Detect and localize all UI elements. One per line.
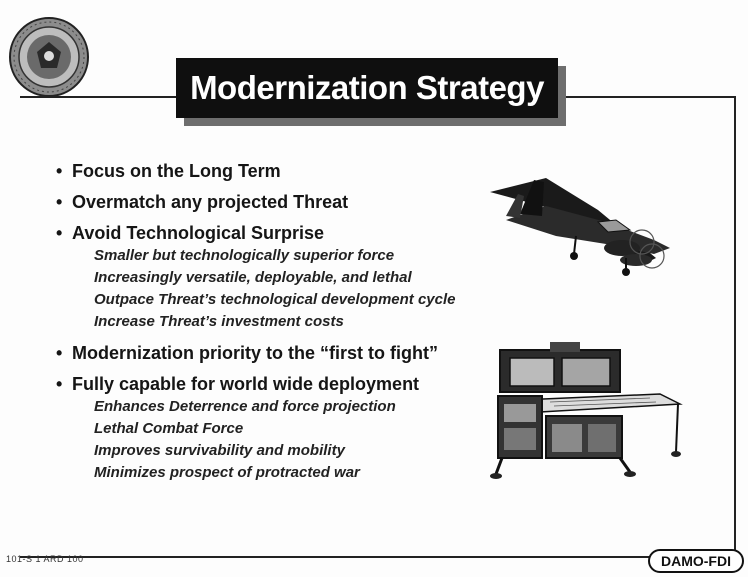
sub-bullet-item: Minimizes prospect of protracted war bbox=[94, 464, 360, 481]
sub-bullet-item: Enhances Deterrence and force projection bbox=[94, 398, 396, 415]
bullet-item bbox=[56, 373, 496, 484]
bullet-item bbox=[56, 191, 496, 213]
sub-bullet-item: Improves survivability and mobility bbox=[94, 442, 345, 459]
sub-bullet-item: Increasingly versatile, deployable, and lethal bbox=[94, 269, 412, 286]
sub-bullet-item: Outpace Threat’s technological development cycle bbox=[94, 291, 456, 308]
sub-bullet-item: Smaller but technologically superior force bbox=[94, 247, 395, 264]
bullet-dot: • bbox=[56, 192, 63, 212]
bullet-text: Focus on the Long Term bbox=[72, 161, 281, 181]
bullet-dot: • bbox=[56, 343, 63, 363]
bullet-dot: • bbox=[56, 161, 63, 181]
frame-bottom-line bbox=[20, 556, 736, 558]
footer-code: 101-S 1 ARD 100 bbox=[6, 554, 84, 564]
bullet-dot: • bbox=[56, 223, 63, 243]
bullet-list bbox=[56, 160, 496, 493]
equipment-rack-icon bbox=[480, 340, 696, 480]
aircraft-icon bbox=[486, 170, 682, 278]
frame-right-line bbox=[734, 96, 736, 558]
bullet-item bbox=[56, 342, 496, 364]
sub-bullet-item: Lethal Combat Force bbox=[94, 420, 244, 437]
bullet-dot: • bbox=[56, 374, 63, 394]
sub-bullet-item: Increase Threat’s investment costs bbox=[94, 313, 344, 330]
bullet-text: Avoid Technological Surprise bbox=[72, 223, 325, 243]
bullet-text: Overmatch any projected Threat bbox=[72, 192, 349, 212]
bullet-item bbox=[56, 222, 496, 333]
office-badge: DAMO-FDI bbox=[648, 549, 744, 573]
bullet-text: Modernization priority to the “first to fight” bbox=[72, 343, 438, 363]
title-banner bbox=[176, 58, 558, 118]
sub-bullet-list bbox=[72, 245, 496, 333]
sub-bullet-list bbox=[72, 396, 496, 484]
bullet-text: Fully capable for world wide deployment bbox=[72, 374, 420, 394]
army-seal-icon bbox=[8, 16, 90, 98]
bullet-item bbox=[56, 160, 496, 182]
slide-title: Modernization Strategy bbox=[190, 69, 544, 106]
